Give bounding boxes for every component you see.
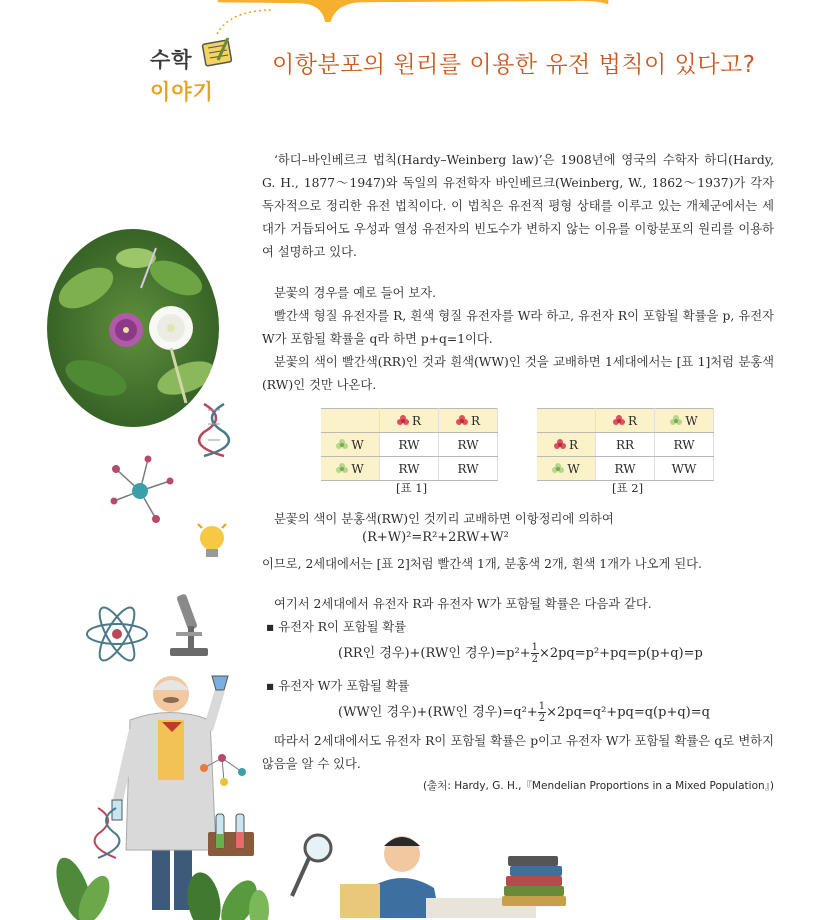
lightbulb-icon [194,522,230,566]
paragraph-first-generation: 분꽃의 색이 빨간색(RR)인 것과 흰색(WW)인 것을 교배하면 1세대에서는 [표 1]처럼 분홍색(RW)인 것만 나온다. [262,355,774,392]
fraction [538,701,546,724]
badge-subtitle: 이야기 [150,80,214,104]
red-flower-icon [397,415,409,427]
col-header-label: W [685,413,698,428]
white-flower-icon [336,463,348,475]
col-header-label: R [627,413,638,428]
fraction-denominator: 2 [538,713,546,724]
red-flower-icon [613,415,625,427]
table-col-header [380,409,439,433]
fraction-numerator: 1 [538,701,546,712]
col-header-label: R [411,413,422,428]
white-flower-icon [552,463,564,475]
page-title: 이항분포의 원리를 이용한 유전 법칙이 있다고? [272,52,756,78]
equation-r [338,642,703,665]
plants-decoration [54,830,284,920]
row-header-label: W [351,437,364,452]
table-cell: RW [439,433,498,457]
table-row-header [537,433,596,457]
conclusion-paragraph: 따라서 2세대에서도 유전자 R이 포함될 확률은 p이고 유전자 W가 포함될 확률은 q로 변하지 않음을 알 수 있다. [262,734,774,771]
atom-icon [84,604,150,664]
paragraph-second-generation: 이므로, 2세대에서는 [표 2]처럼 빨간색 1개, 분홍색 2개, 흰색 1개가 나오게 된다. [262,557,702,571]
table-col-header [596,409,655,433]
paragraph-pink-cross: 분꽃의 색이 분홍색(RW)인 것끼리 교배하면 이항정리에 의하여 [274,512,614,526]
fraction-denominator: 2 [531,654,538,665]
equation-right: ×2pq=p²+pq=p(p+q)=p [538,646,703,661]
intro-paragraph: ‘하디–바인베르크 법칙(Hardy–Weinberg law)’은 1908년에 영국의 수학자 하디(Hardy, G. H., 1877～1947)와 독일의 유전학자 바인베르크(Weinberg, W., 1862～1937)가 각자 독자적으로 정리한 유전 법칙이다. 이 법칙은 유전적 평형 상태를 이루고 있는 개체군에서는 세대가 거듭되어도 우성과 열성 유전자의 빈도수가 변하지 않는 이유를 이항분포의 원리를 이용하여 설명하고 있다. [262,153,774,259]
table-cell: RW [596,457,655,481]
flower-photo [46,228,221,428]
dotted-arc-decoration [215,6,275,36]
table-corner [537,409,596,433]
binomial-equation: (R+W)²=R²+2RW+W² [362,530,509,545]
table-1 [321,408,498,481]
row-header-label: W [567,461,580,476]
magnifier-icon [286,832,336,902]
table-col-header [439,409,498,433]
bullet-r-probability: ▪ 유전자 R이 포함될 확률 [266,620,407,634]
red-flower-icon [456,415,468,427]
white-flower-icon [670,415,682,427]
microscope-icon [164,586,214,658]
bullet-label: 유전자 R이 포함될 확률 [278,620,407,634]
row-header-label: W [351,461,364,476]
badge-title: 수학 [150,48,193,72]
table-cell: RR [596,433,655,457]
col-header-label: R [470,413,481,428]
bullet-label: 유전자 W가 포함될 확률 [278,679,410,693]
row-header-label: R [568,437,579,452]
table-row-header [537,457,596,481]
equation-right: ×2pq=q²+pq=q(p+q)=q [546,705,710,720]
source-citation: (출처: Hardy, G. H.,『Mendelian Proportions in a Mixed Population』) [422,780,774,792]
equation-w [338,701,710,724]
equation-left: (WW인 경우)+(RW인 경우)=q²+ [338,705,538,720]
paragraph-definitions: 빨간색 형질 유전자를 R, 흰색 형질 유전자를 W라 하고, 유전자 R이 포함될 확률을 p, 유전자 W가 포함될 확률을 q라 하면 p+q=1이다. [262,309,774,346]
molecule-small-icon [198,748,248,788]
paragraph-probabilities: 여기서 2세대에서 유전자 R과 유전자 W가 포함될 확률은 다음과 같다. [274,597,652,611]
header-bar [58,0,768,22]
table-cell: RW [380,457,439,481]
table-corner [321,409,380,433]
paragraph-example: 분꽃의 경우를 예로 들어 보자. [274,286,437,300]
table-row-header [321,433,380,457]
table-2-caption: [표 2] [612,481,644,495]
bullet-w-probability: ▪ 유전자 W가 포함될 확률 [266,679,410,693]
table-cell: RW [439,457,498,481]
white-flower-icon [336,439,348,451]
dna-icon [196,400,236,460]
equation-left: (RR인 경우)+(RW인 경우)=p²+ [338,646,531,661]
table-2 [537,408,714,481]
molecule-icon [106,455,176,525]
table-1-caption: [표 1] [396,481,428,495]
reader-illustration [330,828,590,918]
table-cell: RW [380,433,439,457]
fraction-numerator: 1 [531,642,538,653]
notebook-icon [198,34,238,70]
table-col-header [655,409,714,433]
table-cell: RW [655,433,714,457]
fraction [531,642,539,665]
table-row-header [321,457,380,481]
red-flower-icon [554,439,566,451]
table-cell: WW [655,457,714,481]
